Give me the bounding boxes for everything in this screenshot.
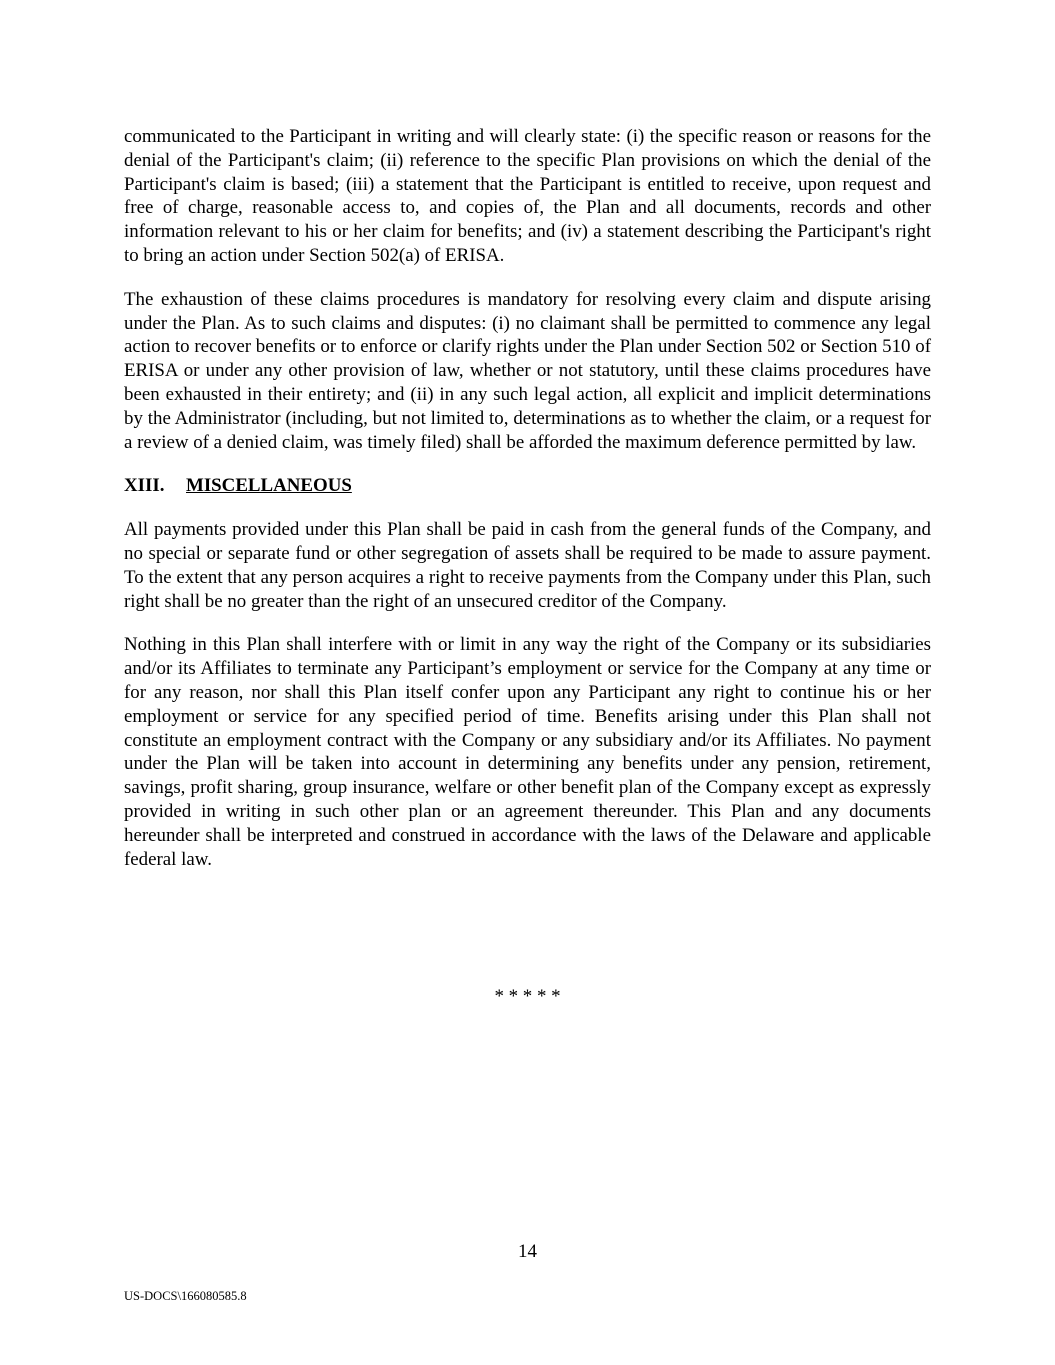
claims-denial-notice-paragraph: communicated to the Participant in writing and will clearly state: (i) the specific reason or reasons for the denial of the Participant's claim; (ii) reference to the specific Plan provisions on which the denial of the Participant's claim is based; (iii) a statement that the Participant is entitled to receive, upon request and free of charge, reasonable access to, and copies of, the Plan and all documents, records and other information relevant to his or her claim for benefits; and (iv) a statement describing the Participant's right to bring an action under Section 502(a) of ERISA. bbox=[124, 126, 931, 266]
document-body bbox=[124, 125, 931, 891]
page-number: 14 bbox=[518, 1241, 537, 1262]
employment-rights-paragraph: Nothing in this Plan shall interfere with or limit in any way the right of the Company or its subsidiaries and/or its Affiliates to terminate any Participant’s employment or service for the Company at any time or for any reason, nor shall this Plan itself confer upon any Participant any right to continue his or her employment or service for any specified period of time. Benefits arising under this Plan shall not constitute an employment contract with the Company or any subsidiary and/or its Affiliates. No payment under the Plan will be taken into account in determining any benefits under any pension, retirement, savings, profit sharing, group insurance, welfare or other benefit plan of the Company except as expressly provided in writing in such other plan or an agreement thereunder. This Plan and any documents hereunder shall be interpreted and construed in accordance with the laws of the Delaware and applicable federal law. bbox=[124, 634, 931, 870]
claims-exhaustion-paragraph: The exhaustion of these claims procedures is mandatory for resolving every claim and dispute arising under the Plan. As to such claims and disputes: (i) no claimant shall be permitted to commence any legal action to recover benefits or to enforce or clarify rights under the Plan under Section 502 or Section 510 of ERISA or under any other provision of law, whether or not statutory, until these claims procedures have been exhausted in their entirety; and (ii) in any such legal action, all explicit and implicit determinations by the Administrator (including, but not limited to, determinations as to whether the claim, or a request for a review of a denied claim, was timely filed) shall be afforded the maximum deference permitted by law. bbox=[124, 288, 931, 453]
payments-paragraph: All payments provided under this Plan shall be paid in cash from the general funds of the Company, and no special or separate fund or other segregation of assets shall be required to be made to assure payment. To the extent that any person acquires a right to receive payments from the Company under this Plan, such right shall be no greater than the right of an unsecured creditor of the Company. bbox=[124, 519, 931, 612]
section-title: MISCELLANEOUS bbox=[186, 475, 352, 497]
document-id-footer: US-DOCS\166080585.8 bbox=[124, 1289, 247, 1303]
section-heading bbox=[124, 474, 931, 498]
section-number: XIII. bbox=[124, 475, 165, 497]
end-of-document-marker: * * * * * bbox=[494, 986, 561, 1007]
